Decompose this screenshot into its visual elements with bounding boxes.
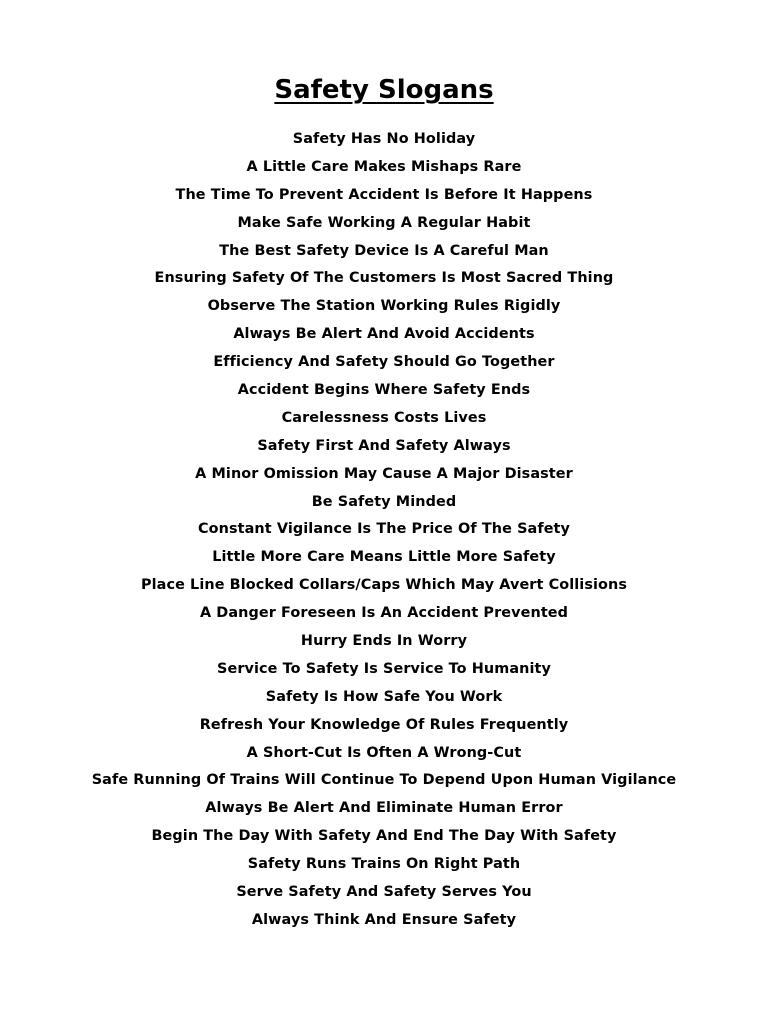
slogan-item: A Minor Omission May Cause A Major Disaster bbox=[195, 465, 573, 482]
slogan-item: Be Safety Minded bbox=[311, 493, 457, 510]
page-title bbox=[0, 70, 768, 110]
slogan-item: Safety Is How Safe You Work bbox=[265, 688, 503, 705]
slogan-item: Safe Running Of Trains Will Continue To Depend Upon Human Vigilance bbox=[91, 772, 677, 789]
slogan-item: Always Think And Ensure Safety bbox=[251, 911, 517, 928]
slogan-item: Carelessness Costs Lives bbox=[281, 409, 487, 426]
slogan-item: Always Be Alert And Avoid Accidents bbox=[233, 326, 535, 343]
slogan-item: A Danger Foreseen Is An Accident Prevented bbox=[199, 605, 569, 622]
slogan-item: Hurry Ends In Worry bbox=[300, 633, 468, 650]
slogan-item: A Little Care Makes Mishaps Rare bbox=[246, 158, 522, 175]
slogan-item: Refresh Your Knowledge Of Rules Frequently bbox=[199, 716, 569, 733]
slogan-item: Begin The Day With Safety And End The Day With Safety bbox=[151, 828, 617, 845]
slogan-item: Serve Safety And Safety Serves You bbox=[236, 884, 532, 901]
slogan-item: The Best Safety Device Is A Careful Man bbox=[219, 242, 549, 259]
slogan-item: Little More Care Means Little More Safety bbox=[212, 549, 556, 566]
slogan-item: Constant Vigilance Is The Price Of The Safety bbox=[197, 521, 571, 538]
slogan-item: Ensuring Safety Of The Customers Is Most Sacred Thing bbox=[154, 270, 614, 287]
page-title-text: Safety Slogans bbox=[274, 75, 494, 105]
slogan-item: Efficiency And Safety Should Go Together bbox=[213, 354, 555, 371]
slogan-item: Service To Safety Is Service To Humanity bbox=[217, 660, 551, 677]
slogan-item: Accident Begins Where Safety Ends bbox=[237, 382, 531, 399]
slogan-item: Always Be Alert And Eliminate Human Error bbox=[205, 800, 563, 817]
slogan-item: Make Safe Working A Regular Habit bbox=[237, 214, 531, 231]
slogan-item: A Short-Cut Is Often A Wrong-Cut bbox=[246, 744, 522, 761]
slogan-item: Safety Runs Trains On Right Path bbox=[247, 856, 521, 873]
slogan-item: The Time To Prevent Accident Is Before It Happens bbox=[175, 186, 593, 203]
slogan-item: Safety Has No Holiday bbox=[292, 131, 476, 147]
slogan-item: Safety First And Safety Always bbox=[257, 437, 511, 454]
slogan-item: Observe The Station Working Rules Rigidly bbox=[207, 298, 561, 315]
slogan-list bbox=[0, 126, 768, 935]
slogan-item: Place Line Blocked Collars/Caps Which May Avert Collisions bbox=[140, 577, 628, 594]
